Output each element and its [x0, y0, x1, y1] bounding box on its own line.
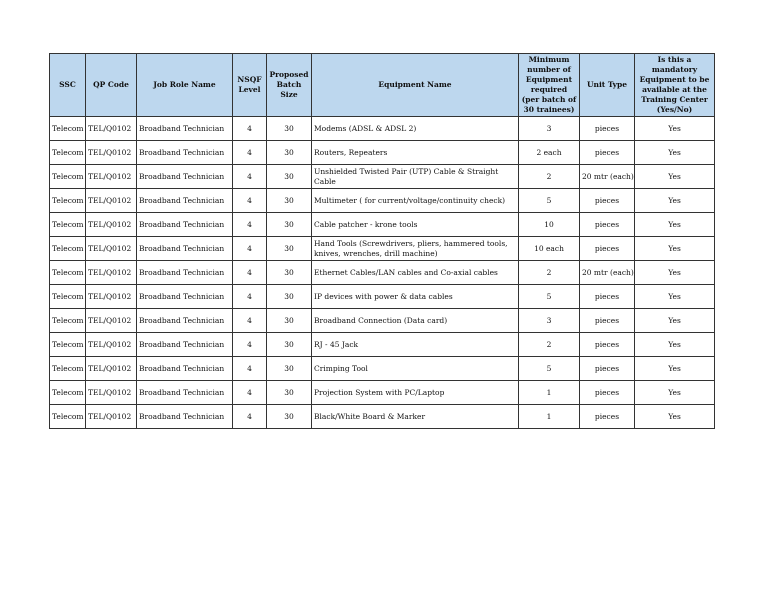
cell-mandatory: Yes — [635, 165, 715, 189]
equipment-table — [49, 53, 715, 429]
cell-batch-size: 30 — [267, 309, 312, 333]
cell-ssc: Telecom — [50, 261, 86, 285]
cell-mandatory: Yes — [635, 405, 715, 429]
cell-job-role-name: Broadband Technician — [137, 381, 233, 405]
cell-batch-size: 30 — [267, 381, 312, 405]
cell-mandatory: Yes — [635, 213, 715, 237]
table-row — [50, 189, 715, 213]
table-row — [50, 381, 715, 405]
header-job-role-name: Job Role Name — [137, 54, 233, 117]
cell-batch-size: 30 — [267, 405, 312, 429]
cell-ssc: Telecom — [50, 357, 86, 381]
cell-qp-code: TEL/Q0102 — [86, 309, 137, 333]
cell-mandatory: Yes — [635, 117, 715, 141]
table-row — [50, 333, 715, 357]
cell-job-role-name: Broadband Technician — [137, 261, 233, 285]
cell-equipment-name: Cable patcher - krone tools — [312, 213, 519, 237]
header-ssc: SSC — [50, 54, 86, 117]
cell-job-role-name: Broadband Technician — [137, 309, 233, 333]
cell-mandatory: Yes — [635, 141, 715, 165]
table-row — [50, 237, 715, 261]
cell-qp-code: TEL/Q0102 — [86, 357, 137, 381]
cell-equipment-name: Crimping Tool — [312, 357, 519, 381]
cell-nsqf-level: 4 — [233, 237, 267, 261]
cell-ssc: Telecom — [50, 309, 86, 333]
cell-ssc: Telecom — [50, 381, 86, 405]
cell-job-role-name: Broadband Technician — [137, 405, 233, 429]
table-row — [50, 285, 715, 309]
cell-unit-type: pieces — [580, 189, 635, 213]
cell-minimum-number: 1 — [519, 381, 580, 405]
table-row — [50, 309, 715, 333]
cell-job-role-name: Broadband Technician — [137, 285, 233, 309]
cell-minimum-number: 2 — [519, 261, 580, 285]
cell-qp-code: TEL/Q0102 — [86, 381, 137, 405]
cell-minimum-number: 1 — [519, 405, 580, 429]
cell-nsqf-level: 4 — [233, 261, 267, 285]
cell-qp-code: TEL/Q0102 — [86, 117, 137, 141]
header-row — [50, 54, 715, 117]
table-row — [50, 261, 715, 285]
cell-nsqf-level: 4 — [233, 189, 267, 213]
cell-minimum-number: 3 — [519, 117, 580, 141]
cell-batch-size: 30 — [267, 117, 312, 141]
cell-ssc: Telecom — [50, 405, 86, 429]
cell-batch-size: 30 — [267, 285, 312, 309]
cell-mandatory: Yes — [635, 237, 715, 261]
cell-minimum-number: 3 — [519, 309, 580, 333]
cell-unit-type: pieces — [580, 381, 635, 405]
cell-nsqf-level: 4 — [233, 309, 267, 333]
cell-nsqf-level: 4 — [233, 405, 267, 429]
cell-equipment-name: Routers, Repeaters — [312, 141, 519, 165]
cell-equipment-name: Broadband Connection (Data card) — [312, 309, 519, 333]
cell-equipment-name: RJ - 45 Jack — [312, 333, 519, 357]
header-minimum-number: Minimum number of Equipment required (per batch of 30 trainees) — [519, 54, 580, 117]
cell-equipment-name: Black/White Board & Marker — [312, 405, 519, 429]
cell-minimum-number: 2 — [519, 333, 580, 357]
cell-equipment-name: Modems (ADSL & ADSL 2) — [312, 117, 519, 141]
cell-equipment-name: Ethernet Cables/LAN cables and Co-axial cables — [312, 261, 519, 285]
cell-equipment-name: Multimeter ( for current/voltage/continuity check) — [312, 189, 519, 213]
cell-qp-code: TEL/Q0102 — [86, 237, 137, 261]
cell-batch-size: 30 — [267, 261, 312, 285]
table-row — [50, 405, 715, 429]
cell-unit-type: pieces — [580, 237, 635, 261]
cell-qp-code: TEL/Q0102 — [86, 213, 137, 237]
cell-unit-type: pieces — [580, 333, 635, 357]
cell-ssc: Telecom — [50, 189, 86, 213]
cell-nsqf-level: 4 — [233, 141, 267, 165]
cell-job-role-name: Broadband Technician — [137, 165, 233, 189]
cell-batch-size: 30 — [267, 357, 312, 381]
cell-batch-size: 30 — [267, 237, 312, 261]
cell-ssc: Telecom — [50, 333, 86, 357]
cell-minimum-number: 2 each — [519, 141, 580, 165]
header-mandatory: Is this a mandatory Equipment to be available at the Training Center (Yes/No) — [635, 54, 715, 117]
cell-batch-size: 30 — [267, 165, 312, 189]
table-row — [50, 213, 715, 237]
cell-equipment-name: Unshielded Twisted Pair (UTP) Cable & Straight Cable — [312, 165, 519, 189]
cell-minimum-number: 5 — [519, 285, 580, 309]
cell-job-role-name: Broadband Technician — [137, 237, 233, 261]
cell-qp-code: TEL/Q0102 — [86, 285, 137, 309]
header-proposed-batch-size: Proposed Batch Size — [267, 54, 312, 117]
cell-equipment-name: Projection System with PC/Laptop — [312, 381, 519, 405]
cell-mandatory: Yes — [635, 285, 715, 309]
cell-nsqf-level: 4 — [233, 357, 267, 381]
cell-nsqf-level: 4 — [233, 117, 267, 141]
cell-nsqf-level: 4 — [233, 213, 267, 237]
cell-mandatory: Yes — [635, 309, 715, 333]
cell-qp-code: TEL/Q0102 — [86, 261, 137, 285]
cell-job-role-name: Broadband Technician — [137, 357, 233, 381]
cell-job-role-name: Broadband Technician — [137, 189, 233, 213]
cell-qp-code: TEL/Q0102 — [86, 141, 137, 165]
cell-minimum-number: 10 each — [519, 237, 580, 261]
header-equipment-name: Equipment Name — [312, 54, 519, 117]
table-row — [50, 117, 715, 141]
cell-minimum-number: 5 — [519, 189, 580, 213]
table-row — [50, 357, 715, 381]
cell-mandatory: Yes — [635, 381, 715, 405]
cell-mandatory: Yes — [635, 261, 715, 285]
cell-job-role-name: Broadband Technician — [137, 141, 233, 165]
cell-batch-size: 30 — [267, 333, 312, 357]
cell-qp-code: TEL/Q0102 — [86, 333, 137, 357]
cell-qp-code: TEL/Q0102 — [86, 165, 137, 189]
cell-unit-type: 20 mtr (each) — [580, 165, 635, 189]
cell-minimum-number: 5 — [519, 357, 580, 381]
cell-ssc: Telecom — [50, 165, 86, 189]
cell-ssc: Telecom — [50, 237, 86, 261]
cell-unit-type: pieces — [580, 117, 635, 141]
cell-unit-type: pieces — [580, 357, 635, 381]
cell-unit-type: pieces — [580, 213, 635, 237]
table-row — [50, 165, 715, 189]
cell-job-role-name: Broadband Technician — [137, 333, 233, 357]
cell-nsqf-level: 4 — [233, 333, 267, 357]
cell-ssc: Telecom — [50, 117, 86, 141]
cell-job-role-name: Broadband Technician — [137, 117, 233, 141]
cell-mandatory: Yes — [635, 357, 715, 381]
header-unit-type: Unit Type — [580, 54, 635, 117]
cell-unit-type: pieces — [580, 405, 635, 429]
cell-qp-code: TEL/Q0102 — [86, 405, 137, 429]
cell-minimum-number: 2 — [519, 165, 580, 189]
cell-mandatory: Yes — [635, 189, 715, 213]
cell-equipment-name: IP devices with power & data cables — [312, 285, 519, 309]
cell-nsqf-level: 4 — [233, 285, 267, 309]
cell-nsqf-level: 4 — [233, 165, 267, 189]
cell-unit-type: pieces — [580, 141, 635, 165]
cell-ssc: Telecom — [50, 213, 86, 237]
cell-equipment-name: Hand Tools (Screwdrivers, pliers, hammered tools, knives, wrenches, drill machine) — [312, 237, 519, 261]
cell-unit-type: pieces — [580, 285, 635, 309]
cell-batch-size: 30 — [267, 189, 312, 213]
header-nsqf-level: NSQF Level — [233, 54, 267, 117]
cell-job-role-name: Broadband Technician — [137, 213, 233, 237]
cell-batch-size: 30 — [267, 141, 312, 165]
cell-batch-size: 30 — [267, 213, 312, 237]
cell-mandatory: Yes — [635, 333, 715, 357]
cell-qp-code: TEL/Q0102 — [86, 189, 137, 213]
header-qp-code: QP Code — [86, 54, 137, 117]
cell-minimum-number: 10 — [519, 213, 580, 237]
cell-nsqf-level: 4 — [233, 381, 267, 405]
cell-unit-type: pieces — [580, 309, 635, 333]
cell-ssc: Telecom — [50, 141, 86, 165]
table-row — [50, 141, 715, 165]
cell-ssc: Telecom — [50, 285, 86, 309]
cell-unit-type: 20 mtr (each) — [580, 261, 635, 285]
